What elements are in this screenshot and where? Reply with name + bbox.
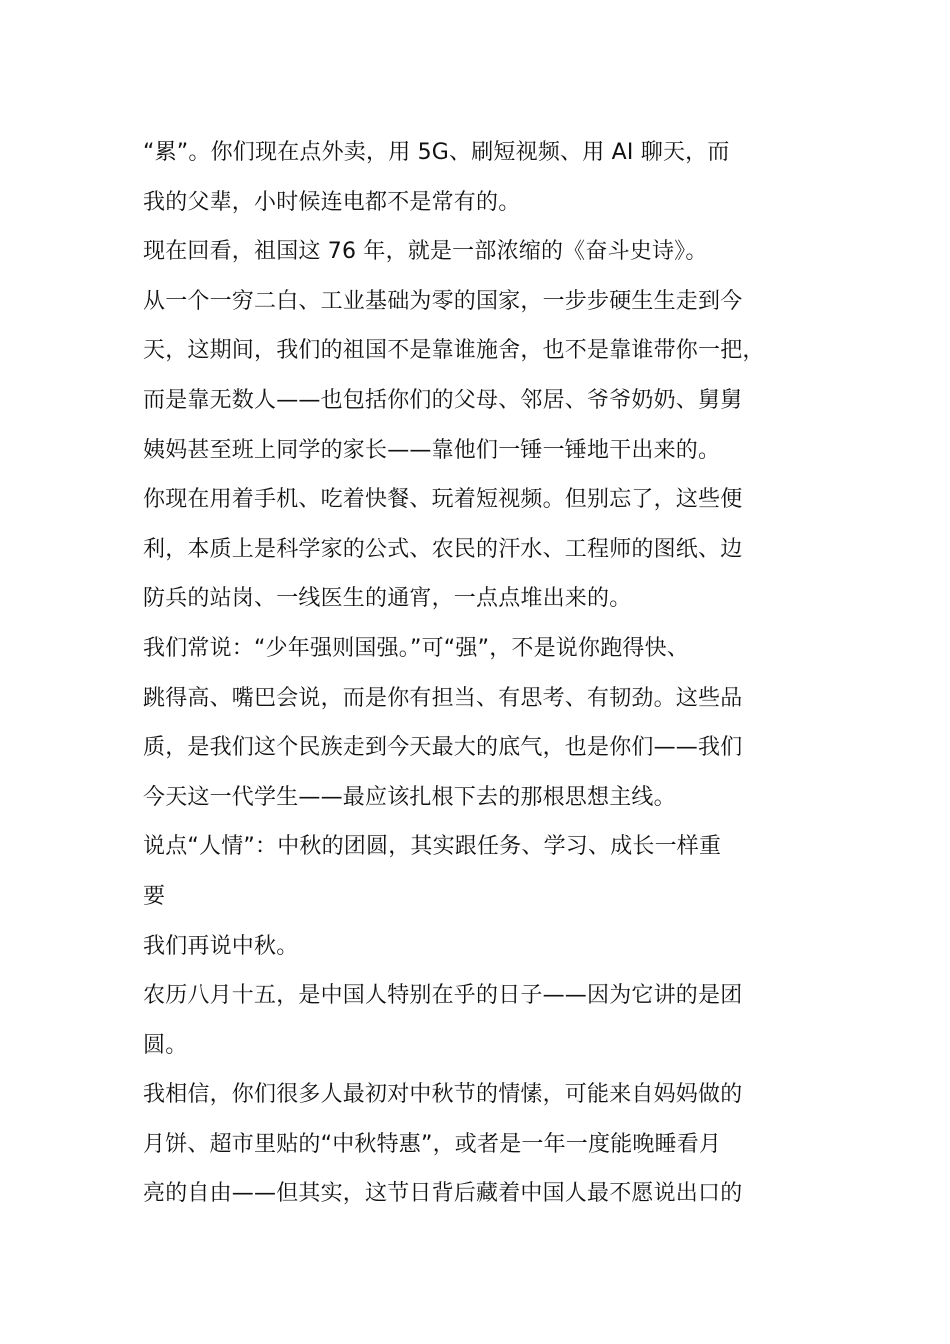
text-line-17: 我们再说中秋。: [143, 933, 299, 959]
text-line-14: 今天这一代学生——最应该扎根下去的那根思想主线。: [143, 784, 676, 810]
text-line-10: 防兵的站岗、一线医生的通宵，一点点堆出来的。: [143, 586, 632, 612]
text-line-8: 你现在用着手机、吃着快餐、玩着短视频。但别忘了，这些便: [143, 487, 743, 513]
text-line-13: 质，是我们这个民族走到今天最大的底气，也是你们——我们: [143, 735, 743, 761]
text-line-4: 从一个一穷二白、工业基础为零的国家，一步步硬生生走到今: [143, 288, 743, 314]
text-line-12: 跳得高、嘴巴会说，而是你有担当、有思考、有韧劲。这些品: [143, 685, 743, 711]
text-line-9: 利，本质上是科学家的公式、农民的汗水、工程师的图纸、边: [143, 536, 743, 562]
text-line-5: 天，这期间，我们的祖国不是靠谁施舍，也不是靠谁带你一把，: [143, 338, 765, 364]
text-line-15: 说点“人情”：中秋的团圆，其实跟任务、学习、成长一样重: [143, 834, 722, 860]
text-line-2: 我的父辈，小时候连电都不是常有的。: [143, 189, 521, 215]
body-text: [143, 128, 833, 1219]
text-line-16: 要: [143, 883, 166, 909]
text-line-20: 我相信，你们很多人最初对中秋节的情愫，可能来自妈妈做的: [143, 1082, 743, 1108]
text-line-7: 姨妈甚至班上同学的家长——靠他们一锤一锤地干出来的。: [143, 437, 721, 463]
text-line-22: 亮的自由——但其实，这节日背后藏着中国人最不愿说出口的: [143, 1181, 743, 1207]
text-line-21: 月饼、超市里贴的“中秋特惠”，或者是一年一度能晚睡看月: [143, 1131, 722, 1157]
text-line-6: 而是靠无数人——也包括你们的父母、邻居、爷爷奶奶、舅舅: [143, 387, 743, 413]
text-line-3: 现在回看，祖国这 76 年，就是一部浓缩的《奋斗史诗》。: [143, 239, 708, 265]
text-line-1: “累”。你们现在点外卖，用 5G、刷短视频、用 AI 聊天，而: [143, 140, 730, 165]
text-line-11: 我们常说：“少年强则国强。”可“强”，不是说你跑得快、: [143, 635, 689, 661]
text-line-18: 农历八月十五，是中国人特别在乎的日子——因为它讲的是团: [143, 983, 743, 1009]
text-line-19: 圆。: [143, 1032, 188, 1058]
